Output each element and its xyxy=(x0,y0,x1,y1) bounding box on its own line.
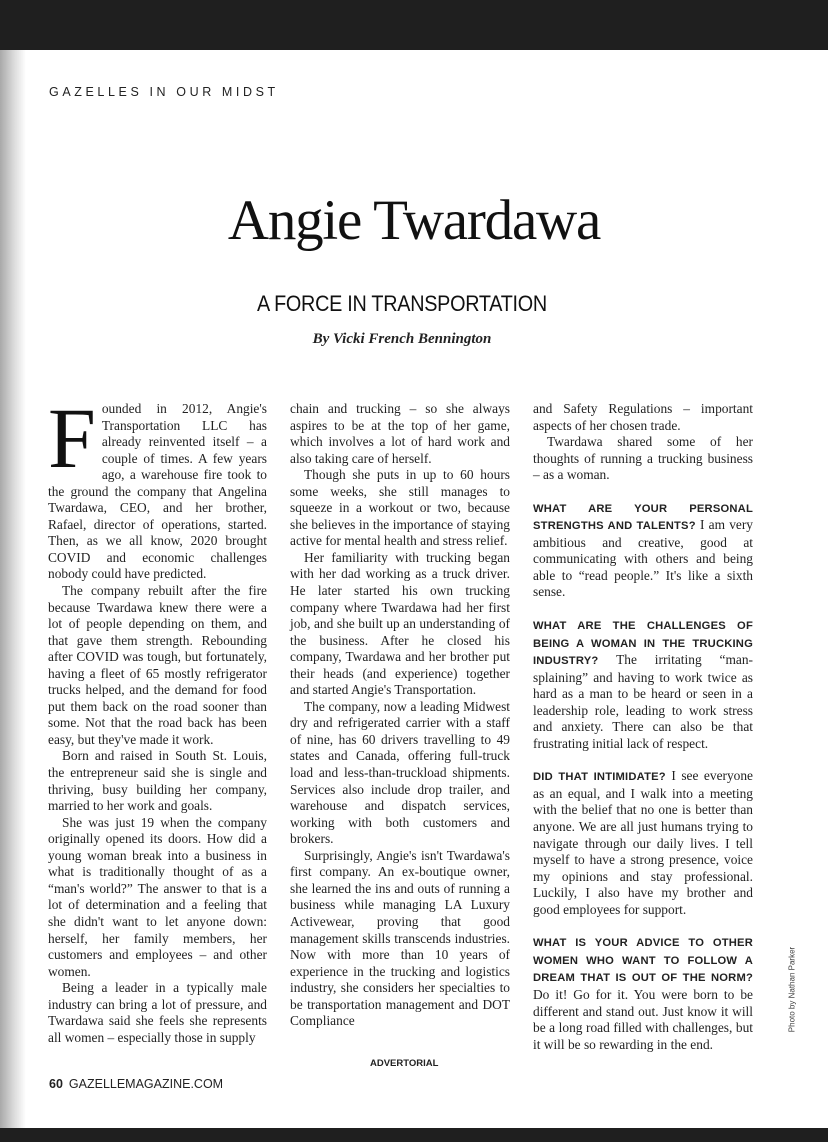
advertorial-label: ADVERTORIAL xyxy=(370,1058,439,1069)
article-title: Angie Twardawa xyxy=(227,189,601,252)
column-1 xyxy=(48,390,267,1046)
qa-block xyxy=(533,617,753,752)
question: WHAT IS YOUR ADVICE TO OTHER WOMEN WHO WANT TO FOLLOW A DREAM THAT IS OUT OF THE NORM? xyxy=(533,937,753,985)
qa-block xyxy=(533,934,753,1053)
paragraph: Born and raised in South St. Louis, the entrepreneur said she is single and thriving, busy building her company, married to her work and goals. xyxy=(48,748,267,814)
question: DID THAT INTIMIDATE? xyxy=(533,771,666,784)
paragraph: The company, now a leading Midwest dry and refrigerated carrier with a staff of nine, has 60 drivers travelling to 49 states and Canada, offering full-truck load and less-than-truckload shipments. Services also include drop trailer, and warehouse and dispatch services, working with both customers and brokers. xyxy=(290,698,510,847)
bottom-dark-bar xyxy=(0,1128,828,1142)
question: WHAT ARE YOUR PERSONAL STRENGTHS AND TALENTS? xyxy=(533,502,753,533)
answer: I am very ambitious and creative, good at communicating with others and being able to “read people.” It's like a sixth sense. xyxy=(533,517,753,600)
paragraph: Though she puts in up to 60 hours some weeks, she still manages to squeeze in a workout or two, because she believes in the importance of staying active for mental health and stress relief. xyxy=(290,467,510,549)
site-url: GAZELLEMAGAZINE.COM xyxy=(68,1077,224,1091)
article-subtitle: A FORCE IN TRANSPORTATION xyxy=(257,291,547,316)
section-heading: GAZELLES IN OUR MIDST xyxy=(49,85,279,99)
paragraph: She was just 19 when the company originally opened its doors. How did a young woman break into a business in what is traditionally thought of as a “man's world?” The answer to that is a lot of determination and a feeling that she didn't want to let anyone down: herself, her family members, her customers and employees – and other women. xyxy=(48,814,267,979)
paragraph: Her familiarity with trucking began with her dad working as a truck driver. He later started his own trucking company where Twardawa had her first job, and she built up an understanding of the business. After he closed his company, Twardawa and her brother put their heads (and experience) together and started Angie's Transportation. xyxy=(290,549,510,698)
paragraph: Founded in 2012, Angie's Transportation LLC has already reinvented itself – a couple of times. A few years ago, a warehouse fire took to the ground the company that Angelina Twardawa, CEO, and her brother, Rafael, director of operations, started. Then, as we all know, 2020 brought COVID and economic challenges nobody could have predicted. xyxy=(48,390,267,582)
photo-credit: Photo by Nathan Parker xyxy=(787,946,797,1033)
answer: Do it! Go for it. You were born to be different and stand out. Just know it will be a long road filled with challenges, but it will be so rewarding in the end. xyxy=(533,986,753,1052)
paragraph: Being a leader in a typically male industry can bring a lot of pressure, and Twardawa said she feels she represents all women – especially those in supply xyxy=(48,980,267,1045)
answer: The irritating “man-splaining” and having to work twice as hard as a man to be heard or seen in a leadership role, leading to work stress and anxiety. There can also be that frustrating initial lack of respect. xyxy=(533,652,753,751)
page-footer xyxy=(49,1077,223,1091)
qa-block xyxy=(533,768,753,918)
question: WHAT ARE THE CHALLENGES OF BEING A WOMAN IN THE TRUCKING INDUSTRY? xyxy=(533,620,753,668)
column-3 xyxy=(533,401,753,1053)
paragraph: Twardawa shared some of her thoughts of running a trucking business – as a woman. xyxy=(533,434,753,483)
paragraph: chain and trucking – so she always aspires to be at the top of her game, which involves a lot of hard work and also taking care of herself. xyxy=(290,401,510,466)
column-2 xyxy=(290,401,510,1030)
paragraph: Surprisingly, Angie's isn't Twardawa's first company. An ex-boutique owner, she learned the ins and outs of running a business while managing LA Luxury Activewear, proving that good management skills transcends industries. Now with more than 10 years of experience in the trucking and logistics industry, she considers her specialties to be transportation management and DOT Compliance xyxy=(290,847,510,1029)
drop-cap: F xyxy=(48,390,96,486)
paragraph: The company rebuilt after the fire because Twardawa knew there were a lot of people depending on them, and that gave them strength. Rebounding after COVID was tough, but fortunately, having a fleet of 65 mostly refrigerator trucks helped, and the demand for food put them back on the road sooner than some. Not that the road back has been easy, but they've made it work. xyxy=(48,583,267,747)
top-dark-bar xyxy=(0,0,828,50)
answer: I see everyone as an equal, and I walk into a meeting with the belief that no one is better than anyone. We are all just humans trying to navigate through our daily lives. I tell myself to have a strong presence, voice my opinions and stay professional. Luckily, I also have my brother and good employees for support. xyxy=(533,768,753,917)
page-number: 60 xyxy=(49,1077,63,1091)
byline: By Vicki French Bennington xyxy=(312,331,492,347)
qa-block xyxy=(533,500,753,601)
paragraph: and Safety Regulations – important aspects of her chosen trade. xyxy=(533,401,753,433)
